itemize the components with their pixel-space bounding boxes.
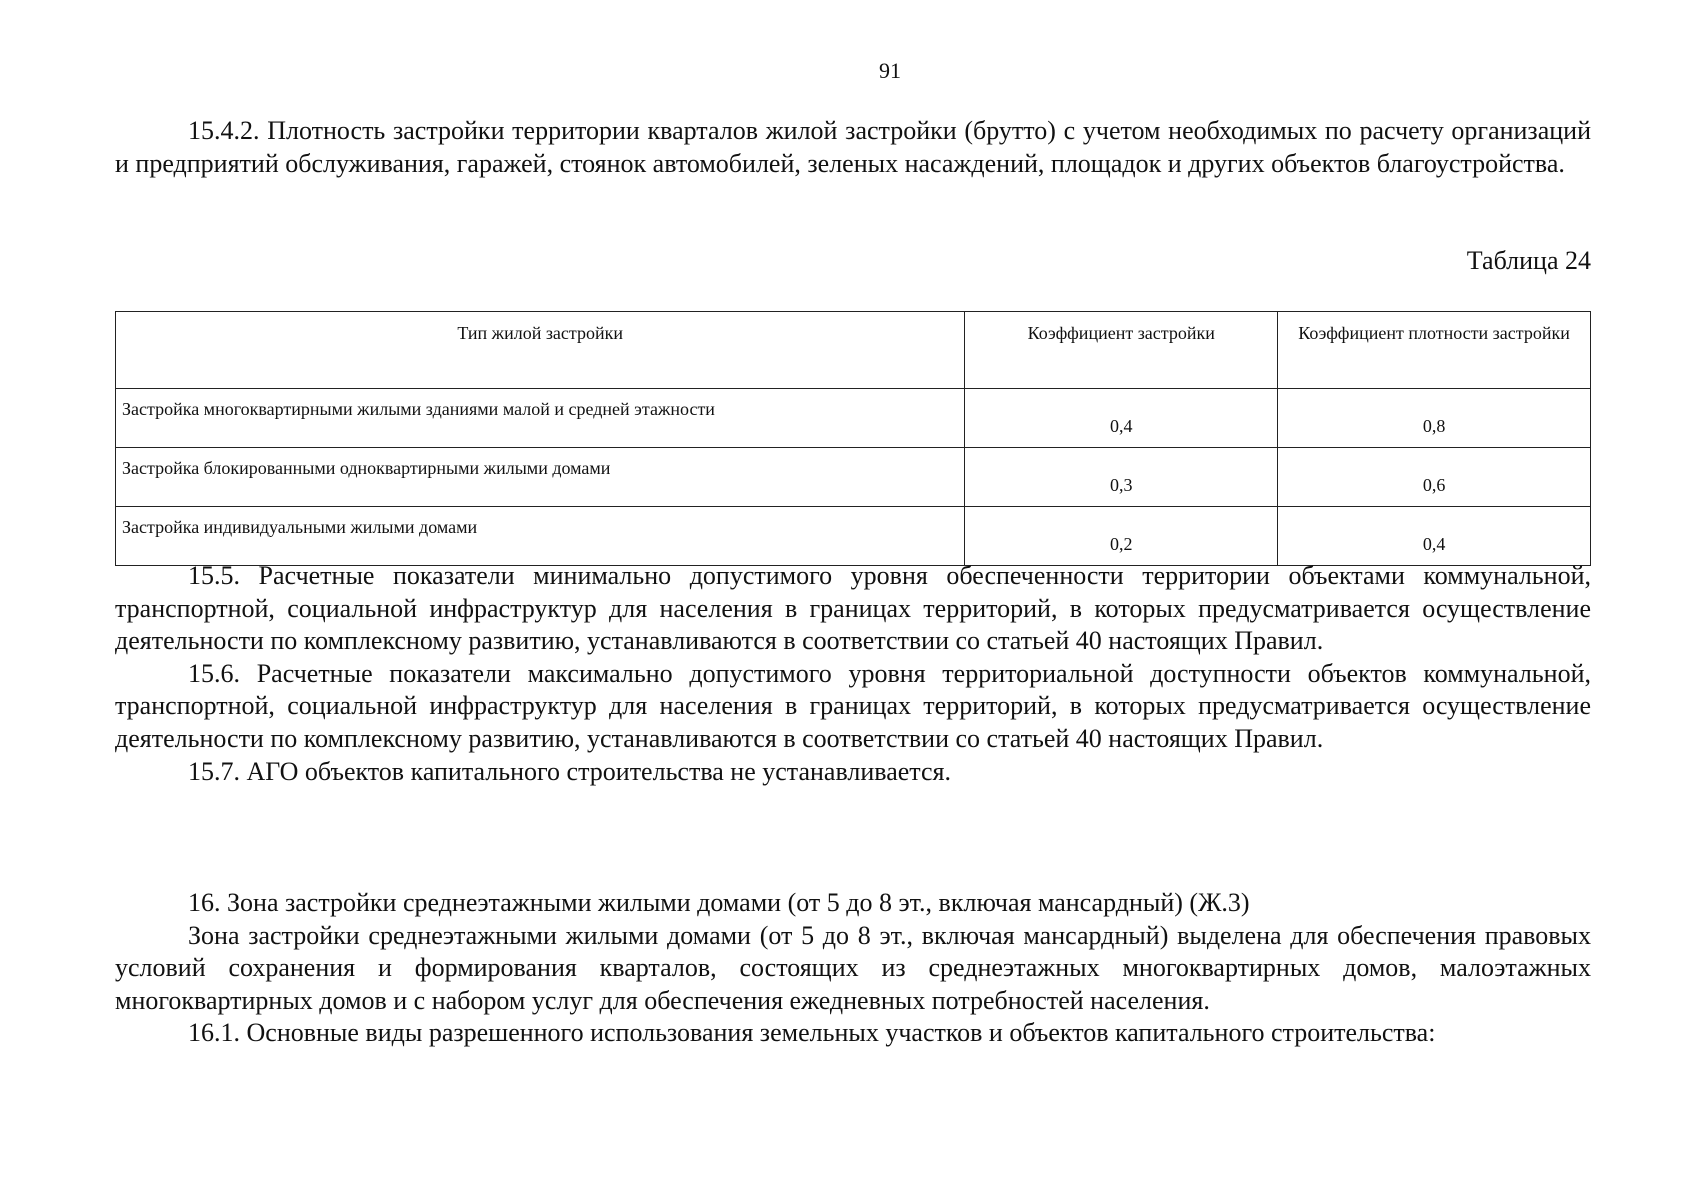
table-header-row [116,312,1591,389]
cell-building-type: Застройка блокированными одноквартирными жилыми домами [116,448,965,507]
section-16-1-heading: 16.1. Основные виды разрешенного использования земельных участков и объектов капитального строительства: [188,1018,1436,1048]
cell-building-type: Застройка индивидуальными жилыми домами [116,507,965,566]
paragraph-15-4-2: 15.4.2. Плотность застройки территории кварталов жилой застройки (брутто) с учетом необходимых по расчету организаций и предприятий обслуживания, гаражей, стоянок автомобилей, зеленых насаждений, площадок и других объектов благоустройства. [115,116,1591,178]
table-row [116,389,1591,448]
paragraph-15-7: 15.7. АГО объектов капитального строительства не устанавливается. [188,756,951,786]
body-text [115,560,1591,788]
cell-coverage-coefficient: 0,4 [965,389,1278,448]
density-table [115,311,1591,566]
header-density-coefficient: Коэффициент плотности застройки [1278,312,1591,389]
paragraph-15-5: 15.5. Расчетные показатели минимально допустимого уровня обеспеченности территории объектами коммунальной, транспортной, социальной инфраструктур для населения в границах территорий, в которых предусматривается осуществление деятельности по комплексному развитию, устанавливаются в соответствии со статьей 40 настоящих Правил. [115,561,1591,656]
cell-coverage-coefficient: 0,2 [965,507,1278,566]
cell-coverage-coefficient: 0,3 [965,448,1278,507]
table-row [116,507,1591,566]
section-16-description: Зона застройки среднеэтажными жилыми домами (от 5 до 8 эт., включая мансардный) выделена для обеспечения правовых условий сохранения и формирования кварталов, состоящих из среднеэтажных многоквартирных домов, малоэтажных многоквартирных домов и с набором услуг для обеспечения ежедневных потребностей населения. [115,920,1591,1015]
header-building-type: Тип жилой застройки [116,312,965,389]
paragraph-15-6: 15.6. Расчетные показатели максимально допустимого уровня территориальной доступности объектов коммунальной, транспортной, социальной инфраструктур для населения в границах территорий, в которых предусматривается осуществление деятельности по комплексному развитию, устанавливаются в соответствии со статьей 40 настоящих Правил. [115,658,1591,753]
table-row [116,448,1591,507]
section-16 [115,887,1591,1050]
header-coverage-coefficient: Коэффициент застройки [965,312,1278,389]
table-caption: Таблица 24 [1466,246,1591,275]
cell-building-type: Застройка многоквартирными жилыми зданиями малой и средней этажности [116,389,965,448]
cell-density-coefficient: 0,6 [1278,448,1591,507]
cell-density-coefficient: 0,4 [1278,507,1591,566]
cell-density-coefficient: 0,8 [1278,389,1591,448]
page-number: 91 [879,58,901,83]
section-16-heading: 16. Зона застройки среднеэтажными жилыми домами (от 5 до 8 эт., включая мансардный) (Ж.3) [188,888,1250,917]
